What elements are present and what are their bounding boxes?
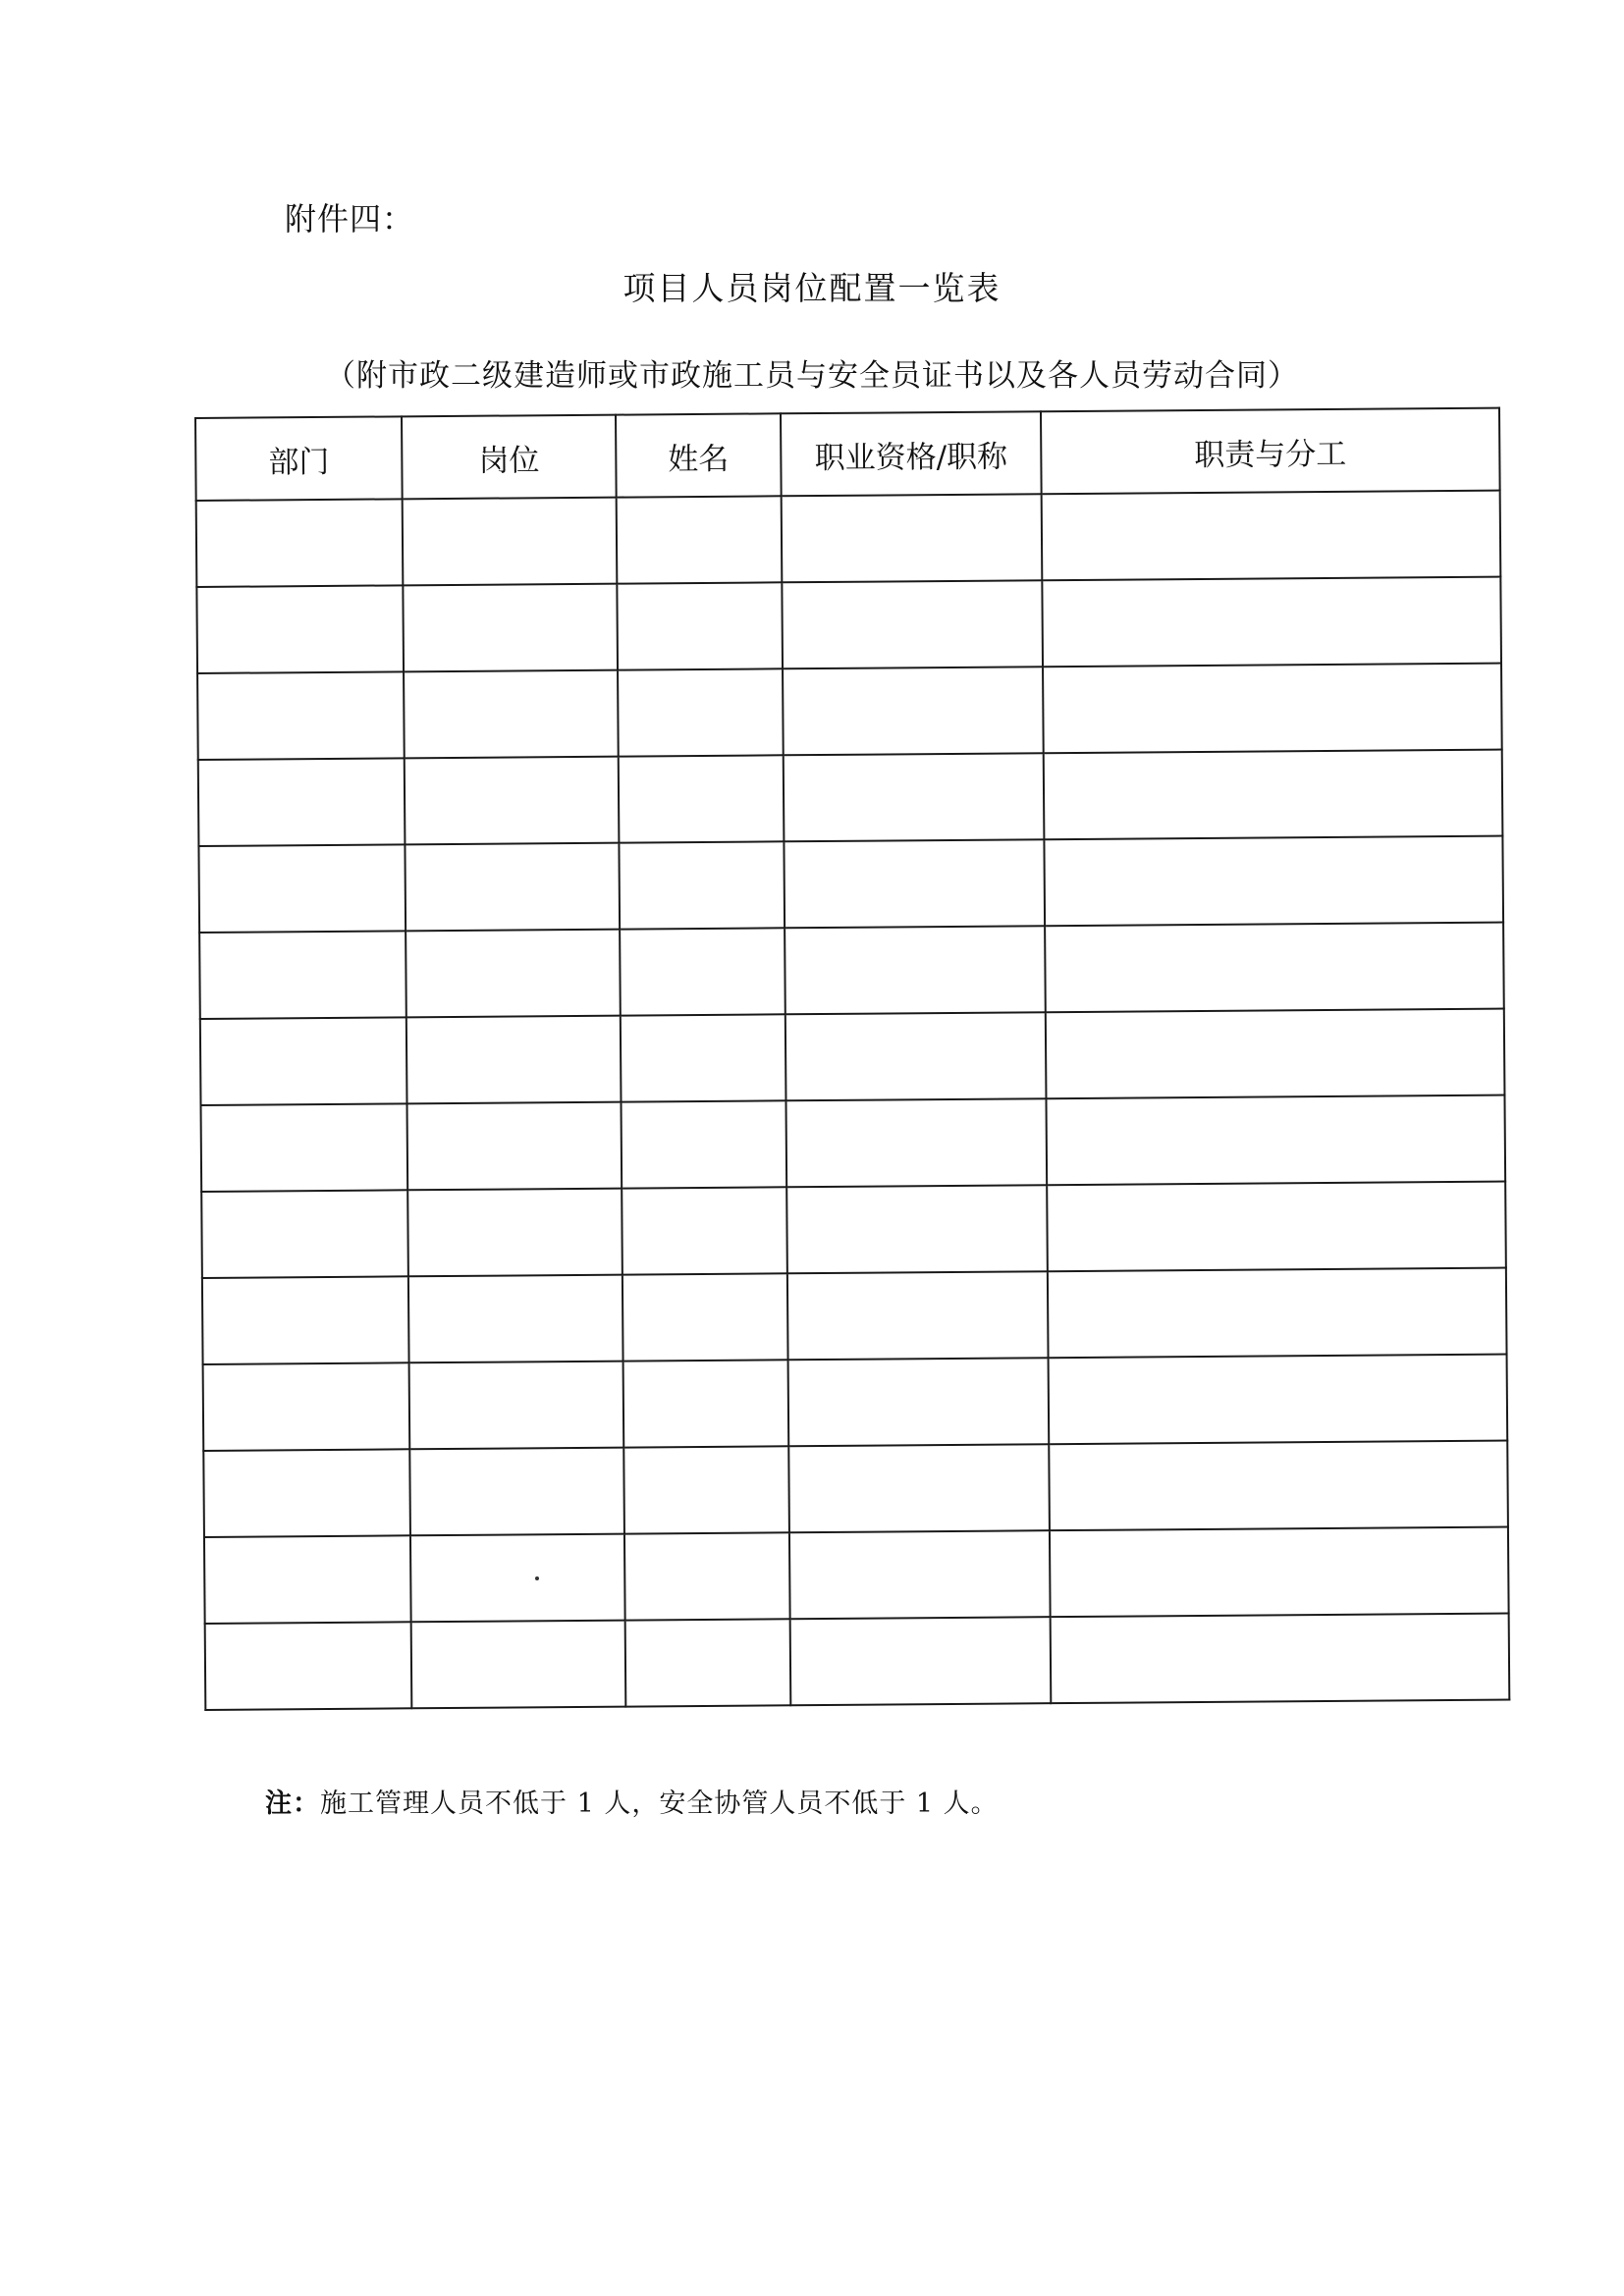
cell-department (196, 499, 404, 587)
cell-position (405, 757, 620, 845)
header-qualification: 职业资格/职称 (781, 411, 1042, 496)
cell-responsibility (1042, 577, 1501, 667)
cell-department (197, 671, 405, 760)
cell-position (404, 670, 619, 759)
cell-department (200, 1017, 407, 1105)
cell-name (621, 1014, 786, 1101)
cell-department (203, 1362, 410, 1451)
cell-position (409, 1448, 624, 1536)
cell-responsibility (1048, 1268, 1507, 1359)
cell-position (406, 1102, 622, 1191)
table-row (196, 577, 1501, 673)
scan-speck (535, 1576, 539, 1580)
header-responsibility: 职责与分工 (1041, 408, 1500, 495)
table-row (201, 1095, 1506, 1192)
header-department: 部门 (195, 416, 403, 501)
staff-position-table (194, 407, 1510, 1711)
cell-name (618, 668, 784, 756)
table-row (201, 1182, 1506, 1278)
cell-responsibility (1044, 750, 1503, 840)
cell-position (407, 1189, 623, 1277)
table-header-row (195, 408, 1500, 501)
table-row (205, 1614, 1510, 1710)
cell-responsibility (1043, 664, 1502, 754)
cell-responsibility (1051, 1614, 1510, 1704)
cell-responsibility (1045, 923, 1504, 1013)
cell-name (617, 496, 783, 583)
cell-name (622, 1187, 787, 1274)
cell-responsibility (1044, 836, 1503, 927)
document-title: 项目人员岗位配置一览表 (623, 269, 1001, 307)
footnote-text: 施工管理人员不低于 1 人，安全协管人员不低于 1 人。 (320, 1789, 999, 1819)
footnote (265, 1782, 999, 1820)
cell-position (405, 843, 620, 932)
cell-name (625, 1619, 791, 1706)
cell-qualification (783, 667, 1044, 755)
cell-position (406, 1016, 622, 1104)
cell-department (202, 1276, 409, 1364)
cell-department (196, 585, 404, 673)
cell-name (621, 1100, 786, 1188)
cell-name (623, 1360, 789, 1447)
cell-position (403, 584, 618, 672)
cell-qualification (785, 1098, 1047, 1187)
cell-department (201, 1190, 408, 1278)
cell-position (410, 1534, 625, 1623)
cell-qualification (785, 926, 1046, 1014)
cell-qualification (788, 1358, 1050, 1446)
cell-name (619, 755, 785, 842)
cell-qualification (785, 1012, 1047, 1100)
cell-department (204, 1535, 411, 1624)
table-row (199, 923, 1504, 1019)
table-row (197, 664, 1502, 760)
header-position: 岗位 (402, 415, 617, 500)
cell-qualification (784, 839, 1045, 928)
table-row (203, 1441, 1508, 1537)
cell-qualification (789, 1530, 1051, 1619)
cell-department (199, 931, 406, 1019)
cell-qualification (786, 1185, 1048, 1273)
cell-name (623, 1273, 788, 1361)
attachment-label: 附件四： (285, 200, 415, 238)
cell-responsibility (1050, 1527, 1509, 1618)
table-body (196, 491, 1510, 1710)
table-row (202, 1268, 1507, 1364)
cell-department (205, 1622, 412, 1710)
cell-department (201, 1103, 408, 1192)
cell-responsibility (1049, 1441, 1508, 1531)
cell-responsibility (1047, 1182, 1506, 1272)
cell-position (408, 1275, 623, 1363)
table-row (198, 750, 1503, 846)
table-row (196, 491, 1501, 587)
cell-position (406, 930, 621, 1018)
table-row (200, 1009, 1505, 1105)
cell-name (624, 1532, 790, 1620)
cell-responsibility (1046, 1095, 1505, 1186)
cell-qualification (787, 1271, 1049, 1360)
table-row (198, 836, 1503, 933)
cell-department (198, 758, 406, 846)
cell-responsibility (1046, 1009, 1505, 1099)
document-subtitle: （附市政二级建造师或市政施工员与安全员证书以及各人员劳动合同） (325, 358, 1299, 394)
cell-qualification (790, 1617, 1052, 1705)
cell-position (411, 1621, 626, 1709)
cell-responsibility (1049, 1355, 1508, 1445)
footnote-prefix: 注： (265, 1789, 320, 1819)
cell-qualification (782, 580, 1043, 668)
table-row (204, 1527, 1509, 1624)
cell-position (403, 498, 618, 586)
cell-responsibility (1042, 491, 1501, 581)
table-row (203, 1355, 1508, 1451)
cell-department (198, 844, 406, 933)
header-name: 姓名 (616, 413, 782, 497)
cell-position (409, 1362, 624, 1450)
cell-name (619, 841, 785, 929)
cell-qualification (782, 494, 1043, 582)
cell-name (617, 582, 783, 669)
cell-qualification (788, 1444, 1050, 1532)
cell-name (620, 928, 785, 1015)
cell-name (623, 1446, 789, 1533)
cell-qualification (784, 753, 1045, 841)
cell-department (203, 1449, 410, 1537)
